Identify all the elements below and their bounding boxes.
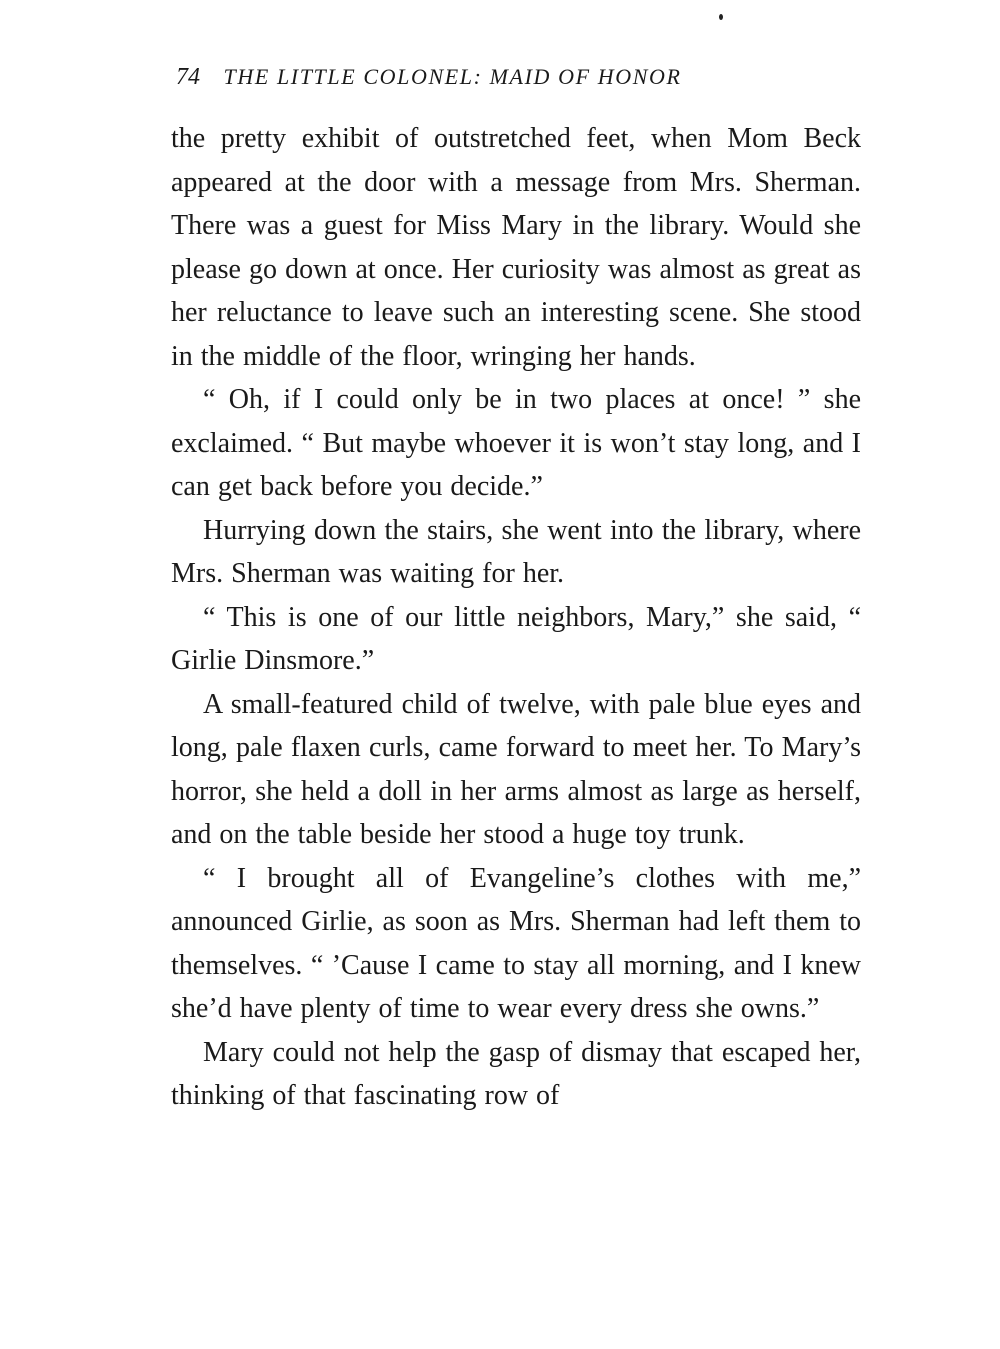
paragraph: “ This is one of our little neighbors, Mary,” she said, “ Girlie Dinsmore.” bbox=[171, 601, 861, 676]
running-header bbox=[176, 62, 876, 92]
page-number: 74 bbox=[176, 64, 200, 90]
ink-speck bbox=[719, 14, 723, 20]
paragraph-continuation: the pretty exhibit of outstretched feet, when Mom Beck appeared at the door with a message from Mrs. Sherman. There was a guest for Miss Mary in the library. Would she please go down at once. Her curiosity was almost as great as her reluctance to leave such an interesting scene. She stood in the middle of the floor, wringing her hands. bbox=[171, 123, 861, 372]
paragraph: Mary could not help the gasp of dismay that escaped her, thinking of that fascinating row of bbox=[171, 1036, 861, 1111]
page-body bbox=[171, 117, 861, 1118]
paragraph: “ I brought all of Evangeline’s clothes with me,” announced Girlie, as soon as Mrs. Sherman had left them to themselves. “ ’Cause I came to stay all morning, and I knew she’d have plenty of time to wear every dress she owns.” bbox=[171, 862, 861, 1024]
paragraph: “ Oh, if I could only be in two places at once! ” she exclaimed. “ But maybe whoever it is won’t stay long, and I can get back before you decide.” bbox=[171, 384, 861, 502]
paragraph: A small-featured child of twelve, with pale blue eyes and long, pale flaxen curls, came forward to meet her. To Mary’s horror, she held a doll in her arms almost as large as herself, and on the table beside her stood a huge toy trunk. bbox=[171, 688, 861, 850]
paragraph: Hurrying down the stairs, she went into the library, where Mrs. Sherman was waiting for her. bbox=[171, 514, 861, 589]
running-title: THE LITTLE COLONEL: MAID OF HONOR bbox=[223, 64, 682, 89]
